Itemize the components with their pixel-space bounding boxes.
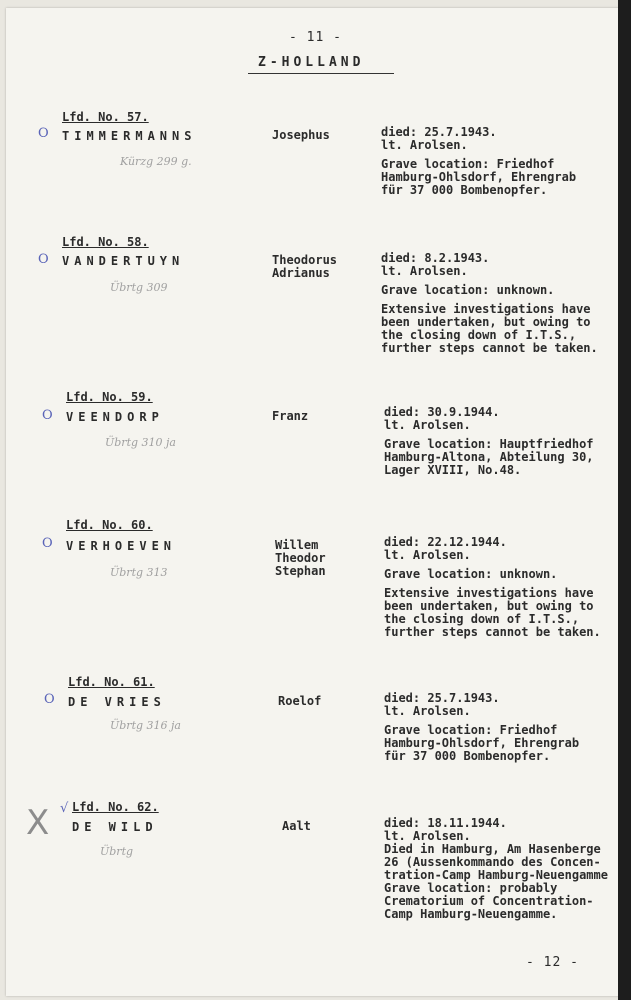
lfd-number: Lfd. No. 58. bbox=[62, 235, 149, 249]
pencil-note: Übrtg 313 bbox=[110, 566, 168, 579]
detail-line: been undertaken, but owing to bbox=[384, 599, 594, 613]
detail-line: Hamburg-Ohlsdorf, Ehrengrab bbox=[381, 170, 577, 184]
detail-line: died: 30.9.1944. bbox=[384, 406, 500, 419]
detail-line: Camp Hamburg-Neuengamme. bbox=[384, 907, 558, 921]
detail-line: lt. Arolsen. bbox=[384, 829, 471, 843]
surname: TIMMERMANNS bbox=[62, 129, 197, 143]
detail-line: 26 (Aussenkommando des Concen- bbox=[384, 855, 601, 869]
circle-mark: O bbox=[42, 536, 53, 551]
detail-paragraph bbox=[384, 724, 631, 763]
detail-line: Grave location: Hauptfriedhof bbox=[384, 437, 594, 451]
entry-details bbox=[384, 817, 631, 921]
circle-mark: O bbox=[44, 692, 55, 707]
detail-line: died: 18.11.1944. bbox=[384, 817, 507, 830]
lfd-number: Lfd. No. 57. bbox=[62, 110, 149, 124]
surname: VERHOEVEN bbox=[66, 539, 177, 553]
detail-line: further steps cannot be taken. bbox=[381, 341, 598, 355]
detail-line: für 37 000 Bombenopfer. bbox=[384, 749, 551, 763]
lfd-number: Lfd. No. 59. bbox=[66, 390, 153, 404]
detail-line: lt. Arolsen. bbox=[384, 418, 471, 432]
pencil-note: Übrtg 316 ja bbox=[110, 719, 181, 732]
detail-line: further steps cannot be taken. bbox=[384, 625, 601, 639]
given-name: Theodorus Adrianus bbox=[272, 253, 338, 280]
pencil-note: Übrtg 309 bbox=[110, 281, 168, 294]
detail-line: the closing down of I.T.S., bbox=[381, 328, 577, 342]
pencil-note: Übrtg 310 ja bbox=[105, 436, 176, 449]
detail-line: Grave location: probably bbox=[384, 881, 558, 895]
detail-line: lt. Arolsen. bbox=[384, 548, 471, 562]
page-title: Z-HOLLAND bbox=[258, 55, 365, 70]
detail-line: died: 25.7.1943. bbox=[381, 126, 497, 139]
circle-mark: O bbox=[38, 252, 49, 267]
surname: VANDERTUYN bbox=[62, 254, 185, 268]
lfd-number: Lfd. No. 60. bbox=[66, 518, 153, 532]
entry-details bbox=[381, 126, 629, 197]
detail-line: lt. Arolsen. bbox=[381, 138, 468, 152]
surname: VEENDORP bbox=[66, 410, 164, 424]
detail-line: been undertaken, but owing to bbox=[381, 315, 591, 329]
detail-line: died: 8.2.1943. bbox=[381, 252, 490, 265]
detail-line: Hamburg-Ohlsdorf, Ehrengrab bbox=[384, 736, 580, 750]
detail-line: the closing down of I.T.S., bbox=[384, 612, 580, 626]
detail-line: Lager XVIII, No.48. bbox=[384, 463, 522, 477]
detail-line: Grave location: Friedhof bbox=[384, 723, 558, 737]
page-number-top: - 11 - bbox=[289, 30, 342, 45]
detail-line: tration-Camp Hamburg-Neuengamme bbox=[384, 868, 608, 882]
given-name: Aalt bbox=[282, 819, 311, 833]
detail-line: Died in Hamburg, Am Hasenberge bbox=[384, 842, 601, 856]
detail-paragraph bbox=[381, 158, 629, 197]
lfd-number: Lfd. No. 62. bbox=[72, 800, 159, 814]
detail-line: Hamburg-Altona, Abteilung 30, bbox=[384, 450, 594, 464]
pencil-note: Übrtg bbox=[100, 845, 134, 858]
detail-line: Grave location: unknown. bbox=[381, 283, 555, 297]
detail-line: Extensive investigations have bbox=[384, 586, 594, 600]
surname: DE WILD bbox=[72, 820, 158, 834]
circle-mark: O bbox=[38, 126, 49, 141]
given-name: Franz bbox=[272, 409, 309, 423]
detail-paragraph bbox=[381, 303, 629, 355]
detail-paragraph bbox=[381, 284, 629, 297]
lfd-number: Lfd. No. 61. bbox=[68, 675, 155, 689]
detail-line: Crematorium of Concentration- bbox=[384, 894, 594, 908]
detail-paragraph bbox=[384, 587, 631, 639]
given-name: Josephus bbox=[272, 128, 330, 142]
entry-details bbox=[384, 692, 631, 763]
detail-line: für 37 000 Bombenopfer. bbox=[381, 183, 548, 197]
cross-mark: X bbox=[26, 803, 50, 843]
given-name: Willem Theodor Stephan bbox=[275, 538, 326, 578]
detail-line: lt. Arolsen. bbox=[384, 704, 471, 718]
detail-line: died: 25.7.1943. bbox=[384, 692, 500, 705]
check-mark: √ bbox=[60, 801, 69, 816]
detail-paragraph bbox=[384, 438, 631, 477]
detail-paragraph bbox=[384, 568, 631, 581]
surname: DE VRIES bbox=[68, 695, 166, 709]
detail-line: Grave location: Friedhof bbox=[381, 157, 555, 171]
entry-details bbox=[384, 536, 631, 639]
pencil-note: Kürzg 299 g. bbox=[120, 155, 192, 168]
given-name: Roelof bbox=[278, 694, 322, 708]
circle-mark: O bbox=[42, 408, 53, 423]
entry-details bbox=[384, 406, 631, 477]
entry-details bbox=[381, 252, 629, 355]
title-underline bbox=[248, 73, 394, 74]
page-number-bottom: - 12 - bbox=[526, 955, 579, 970]
detail-line: died: 22.12.1944. bbox=[384, 536, 507, 549]
detail-line: Extensive investigations have bbox=[381, 302, 591, 316]
detail-line: Grave location: unknown. bbox=[384, 567, 558, 581]
detail-line: lt. Arolsen. bbox=[381, 264, 468, 278]
